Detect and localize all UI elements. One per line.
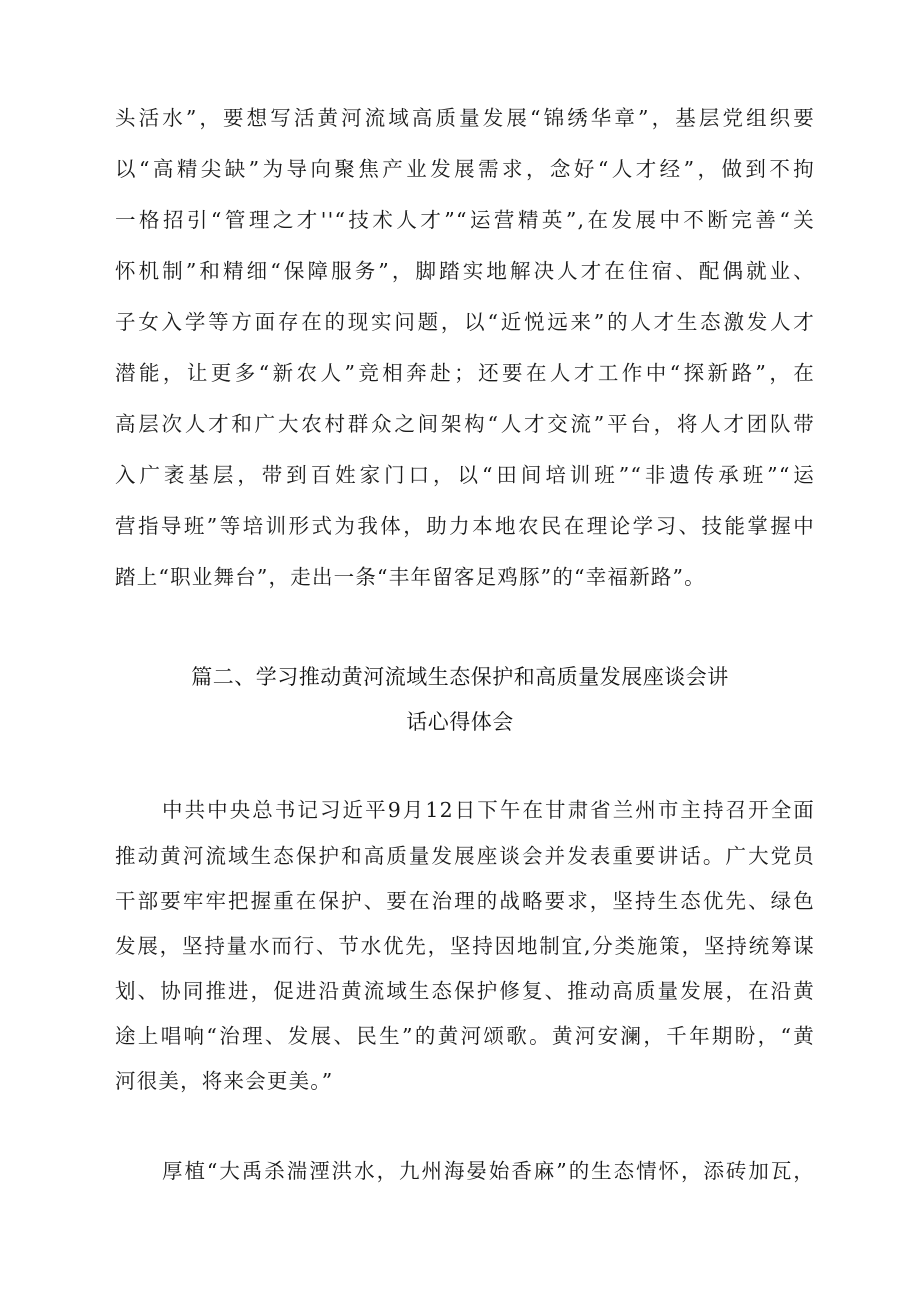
paragraph-1-line-4: 怀机制”和精细“保障服务”，脚踏实地解决人才在住宿、配偶就业、 <box>115 259 815 283</box>
paragraph-2-line-3: 干部要牢牢把握重在保护、要在治理的战略要求，坚持生态优先、绿色 <box>115 889 815 913</box>
paragraph-1-line-7: 高层次人才和广大农村群众之间架构“人才交流”平台，将人才团队带 <box>115 412 815 436</box>
section-heading-line-1: 篇二、学习推动黄河流域生态保护和高质量发展座谈会讲 <box>191 665 729 689</box>
paragraph-1-line-10: 踏上“职业舞台”，走出一条“丰年留客足鸡豚”的“幸福新路”。 <box>115 565 706 589</box>
section-heading-line-2: 话心得体会 <box>406 710 514 734</box>
paragraph-2-line-1: 中共中央总书记习近平9月12日下午在甘肃省兰州市主持召开全面 <box>162 798 815 822</box>
paragraph-1-line-6: 潜能，让更多“新农人”竞相奔赴；还要在人才工作中“探新路”，在 <box>115 361 815 385</box>
paragraph-1-line-3: 一格招引“管理之才''“技术人才”“运营精英”,在发展中不断完善“关 <box>115 208 815 232</box>
paragraph-1-line-5: 子女入学等方面存在的现实问题，以“近悦远来”的人才生态激发人才 <box>115 310 815 334</box>
paragraph-2-line-4: 发展，坚持量水而行、节水优先，坚持因地制宜,分类施策，坚持统筹谋 <box>115 934 815 958</box>
paragraph-1-line-2: 以“高精尖缺”为导向聚焦产业发展需求，念好“人才经”，做到不拘 <box>115 157 815 181</box>
paragraph-1-line-9: 营指导班”等培训形式为我体，助力本地农民在理论学习、技能掌握中 <box>115 514 815 538</box>
paragraph-1-line-8: 入广袤基层，带到百姓家门口，以“田间培训班”“非遗传承班”“运 <box>115 463 815 487</box>
paragraph-2-line-7: 河很美，将来会更美。” <box>115 1069 334 1093</box>
paragraph-2-line-6: 途上唱响“治理、发展、民生”的黄河颂歌。黄河安澜，千年期盼，“黄 <box>115 1024 815 1048</box>
paragraph-3-line-1: 厚植“大禹杀湍湮洪水，九州海晏始香麻”的生态情怀，添砖加瓦， <box>162 1159 815 1183</box>
paragraph-1-line-1: 头活水”，要想写活黄河流域高质量发展“锦绣华章”，基层党组织要 <box>115 106 815 130</box>
paragraph-2-line-2: 推动黄河流域生态保护和高质量发展座谈会并发表重要讲话。广大党员 <box>115 844 815 868</box>
paragraph-2-line-5: 划、协同推进，促进沿黄流域生态保护修复、推动高质量发展，在沿黄 <box>115 979 815 1003</box>
